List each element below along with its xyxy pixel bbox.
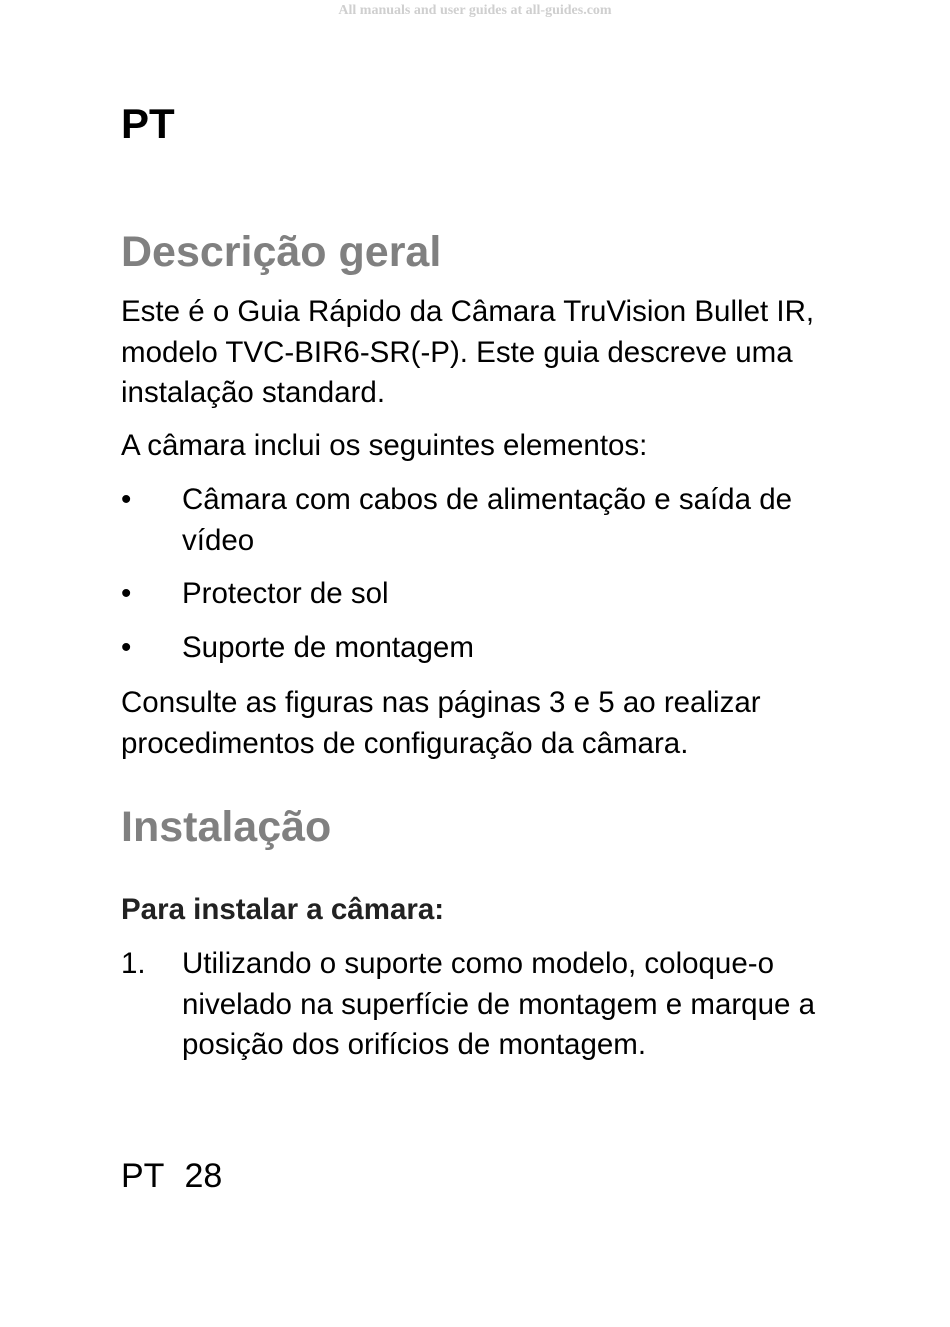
list-item-text: Câmara com cabos de alimentação e saída de vídeo [182,483,793,557]
list-item [121,574,841,615]
intro-paragraph: Este é o Guia Rápido da Câmara TruVision Bullet IR, modelo TVC-BIR6-SR(-P). Este guia descreve uma instalação standard. [121,295,815,409]
bullet-icon: • [121,577,132,610]
includes-lead-paragraph: A câmara inclui os seguintes elementos: [121,429,648,462]
step-item [121,944,841,1066]
figures-reference-paragraph: Consulte as figuras nas páginas 3 e 5 ao realizar procedimentos de configuração da câmara. [121,686,761,760]
procedure-subheading: Para instalar a câmara: [121,893,445,926]
page-number: 28 [184,1157,223,1195]
language-tag: PT [121,100,175,147]
bullet-icon: • [121,631,132,664]
bullet-icon: • [121,483,132,516]
list-item-text: Protector de sol [182,577,389,610]
list-item [121,480,841,561]
footer-language: PT [121,1157,165,1195]
step-text: Utilizando o suporte como modelo, coloque-o nivelado na superfície de montagem e marque a posição dos orifícios de montagem. [182,947,815,1061]
section-heading-overview: Descrição geral [121,228,442,276]
list-item-text: Suporte de montagem [182,631,474,664]
page-footer [121,1156,222,1196]
list-item [121,628,841,669]
step-number: 1. [121,947,146,980]
watermark-text: All manuals and user guides at all-guides.com [338,3,612,18]
section-heading-installation: Instalação [121,803,332,851]
